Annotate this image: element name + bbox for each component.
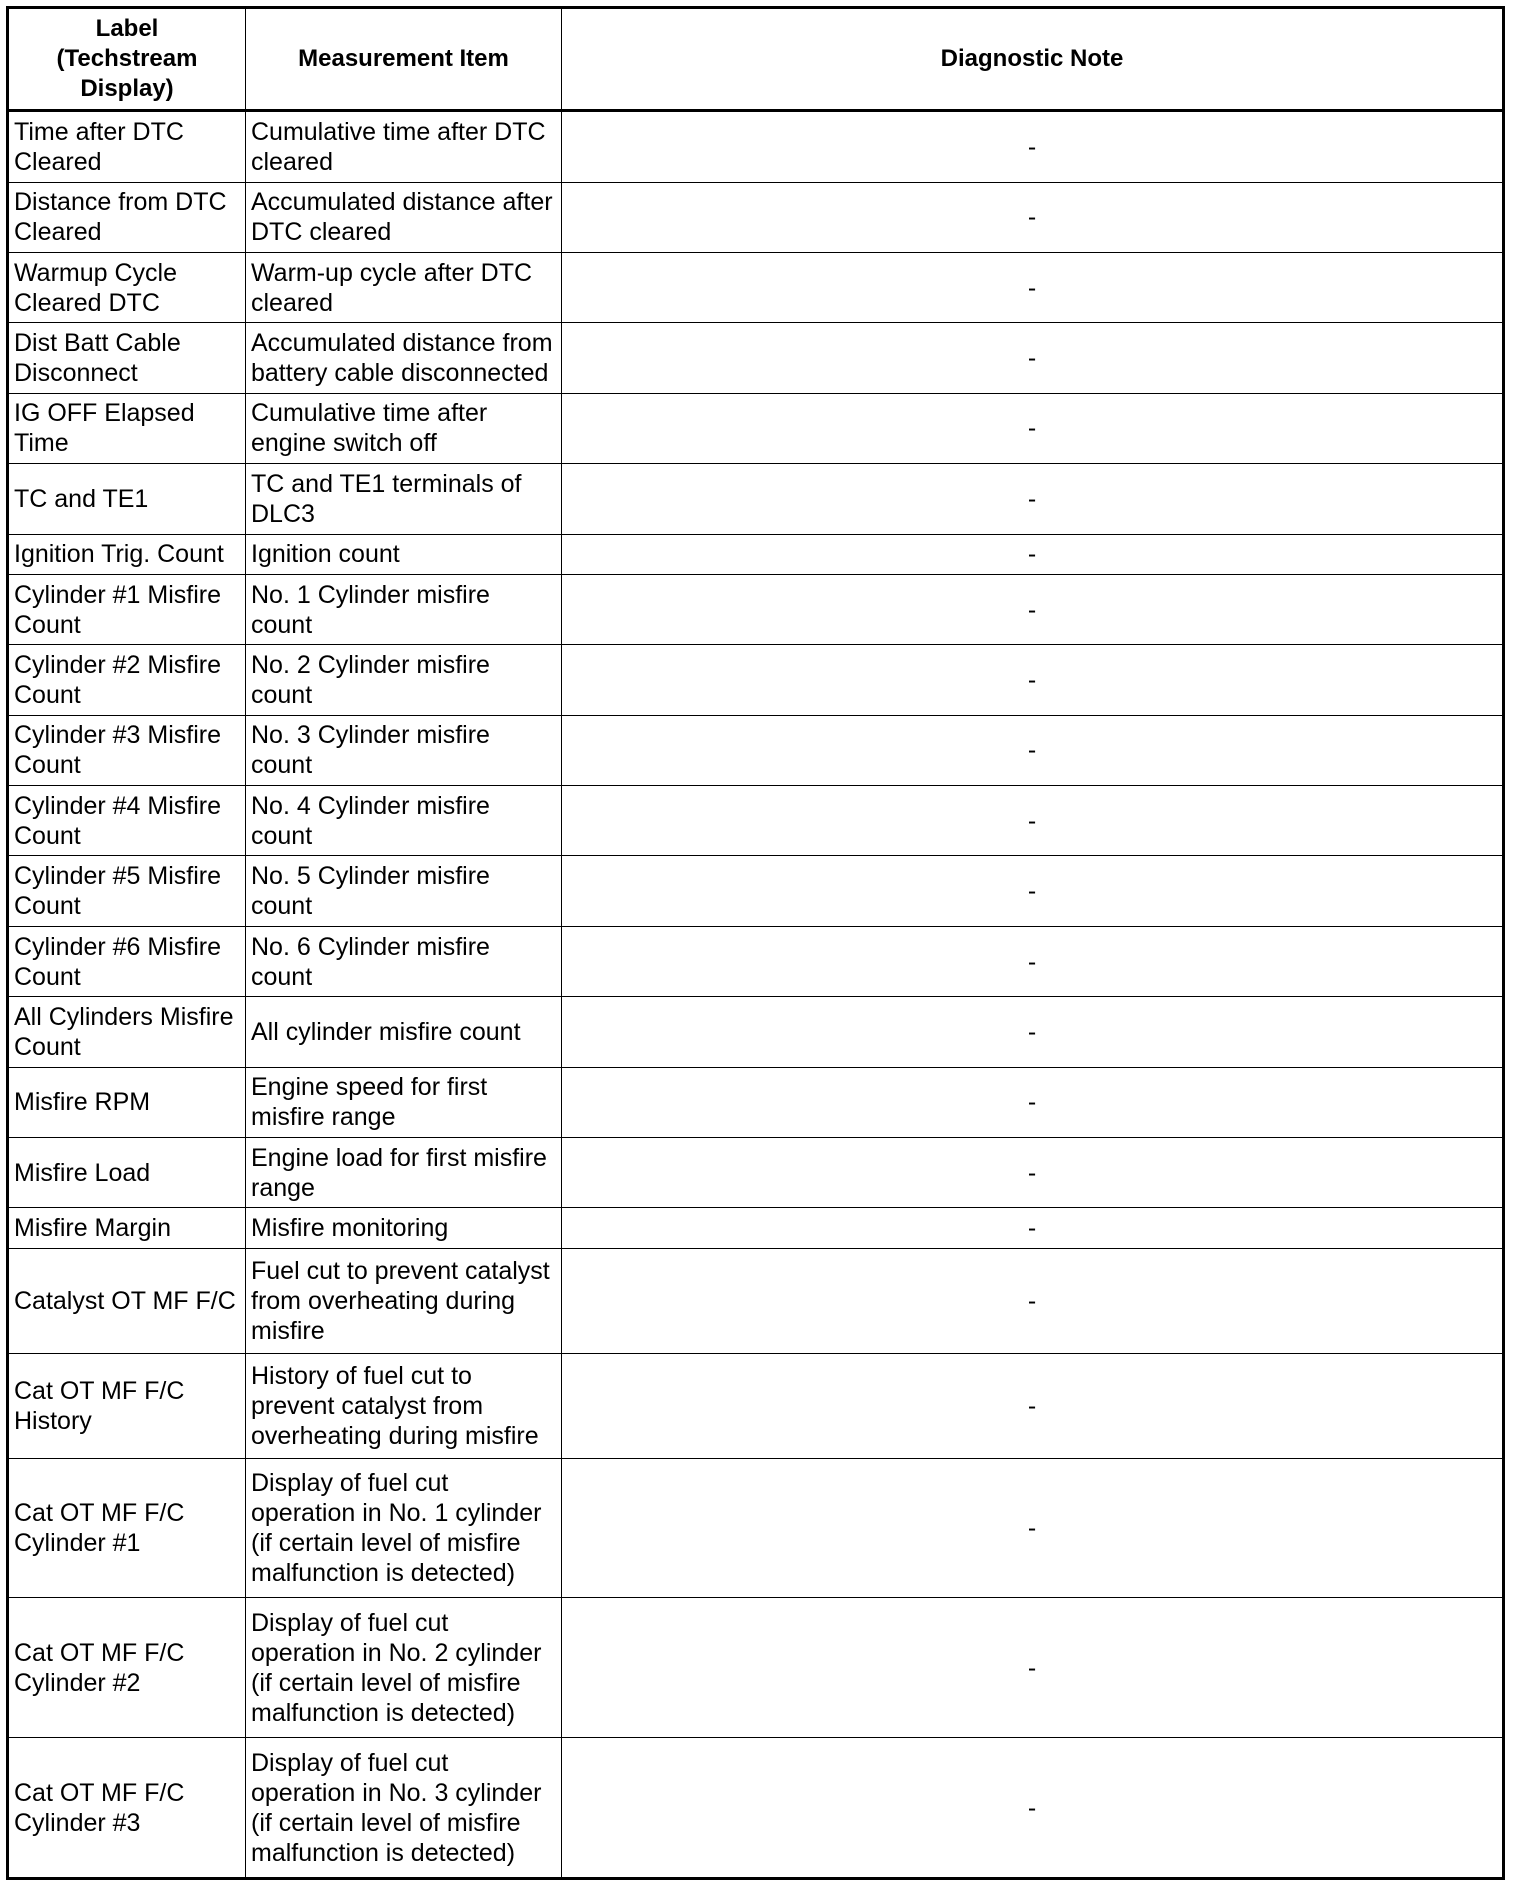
row-label: Cylinder #2 Misfire Count <box>8 645 246 715</box>
table-row <box>8 182 1504 252</box>
row-label: Misfire Margin <box>8 1208 246 1248</box>
row-label: Time after DTC Cleared <box>8 111 246 183</box>
row-measurement-item: Display of fuel cut operation in No. 3 cylinder (if certain level of misfire malfunction is detected) <box>246 1738 562 1879</box>
row-diagnostic-note: - <box>562 111 1504 183</box>
table-row <box>8 786 1504 856</box>
row-diagnostic-note: - <box>562 393 1504 463</box>
table-row <box>8 1248 1504 1353</box>
data-list-table <box>6 6 1505 1880</box>
row-diagnostic-note: - <box>562 1067 1504 1137</box>
row-label: Cat OT MF F/C Cylinder #3 <box>8 1738 246 1879</box>
row-label: Distance from DTC Cleared <box>8 182 246 252</box>
row-label: Cat OT MF F/C Cylinder #2 <box>8 1598 246 1738</box>
row-measurement-item: No. 2 Cylinder misfire count <box>246 645 562 715</box>
table-row <box>8 534 1504 574</box>
row-label: Warmup Cycle Cleared DTC <box>8 252 246 322</box>
row-diagnostic-note: - <box>562 997 1504 1067</box>
row-measurement-item: No. 3 Cylinder misfire count <box>246 715 562 785</box>
row-diagnostic-note: - <box>562 1248 1504 1353</box>
row-diagnostic-note: - <box>562 786 1504 856</box>
row-measurement-item: History of fuel cut to prevent catalyst from overheating during misfire <box>246 1353 562 1458</box>
table-row <box>8 1738 1504 1879</box>
row-diagnostic-note: - <box>562 464 1504 534</box>
row-label: Cat OT MF F/C Cylinder #1 <box>8 1458 246 1598</box>
row-measurement-item: Engine load for first misfire range <box>246 1138 562 1208</box>
header-measurement-item: Measurement Item <box>246 8 562 111</box>
table-row <box>8 1353 1504 1458</box>
row-measurement-item: Misfire monitoring <box>246 1208 562 1248</box>
row-label: Catalyst OT MF F/C <box>8 1248 246 1353</box>
row-measurement-item: Cumulative time after DTC cleared <box>246 111 562 183</box>
row-diagnostic-note: - <box>562 574 1504 644</box>
table-row <box>8 926 1504 996</box>
row-diagnostic-note: - <box>562 323 1504 393</box>
data-list-sheet <box>6 6 1502 1880</box>
table-row <box>8 1598 1504 1738</box>
row-label: Misfire RPM <box>8 1067 246 1137</box>
table-row <box>8 645 1504 715</box>
row-measurement-item: Engine speed for first misfire range <box>246 1067 562 1137</box>
row-label: Cylinder #1 Misfire Count <box>8 574 246 644</box>
row-diagnostic-note: - <box>562 1353 1504 1458</box>
row-diagnostic-note: - <box>562 1598 1504 1738</box>
row-label: Dist Batt Cable Disconnect <box>8 323 246 393</box>
table-row <box>8 715 1504 785</box>
row-diagnostic-note: - <box>562 856 1504 926</box>
row-diagnostic-note: - <box>562 1208 1504 1248</box>
row-diagnostic-note: - <box>562 252 1504 322</box>
row-diagnostic-note: - <box>562 182 1504 252</box>
row-measurement-item: Cumulative time after engine switch off <box>246 393 562 463</box>
row-label: TC and TE1 <box>8 464 246 534</box>
table-row <box>8 1138 1504 1208</box>
row-diagnostic-note: - <box>562 715 1504 785</box>
header-label: Label (Techstream Display) <box>8 8 246 111</box>
row-measurement-item: Display of fuel cut operation in No. 1 cylinder (if certain level of misfire malfunction is detected) <box>246 1458 562 1598</box>
row-measurement-item: Accumulated distance from battery cable disconnected <box>246 323 562 393</box>
row-diagnostic-note: - <box>562 926 1504 996</box>
row-label: Cylinder #6 Misfire Count <box>8 926 246 996</box>
row-measurement-item: Fuel cut to prevent catalyst from overheating during misfire <box>246 1248 562 1353</box>
table-row <box>8 856 1504 926</box>
row-diagnostic-note: - <box>562 1738 1504 1879</box>
row-measurement-item: No. 1 Cylinder misfire count <box>246 574 562 644</box>
table-row <box>8 252 1504 322</box>
table-row <box>8 997 1504 1067</box>
row-measurement-item: No. 4 Cylinder misfire count <box>246 786 562 856</box>
table-row <box>8 1458 1504 1598</box>
table-row <box>8 464 1504 534</box>
row-label: Cylinder #3 Misfire Count <box>8 715 246 785</box>
row-measurement-item: Accumulated distance after DTC cleared <box>246 182 562 252</box>
table-row <box>8 1067 1504 1137</box>
table-header-row <box>8 8 1504 111</box>
row-diagnostic-note: - <box>562 534 1504 574</box>
row-measurement-item: No. 6 Cylinder misfire count <box>246 926 562 996</box>
table-row <box>8 393 1504 463</box>
row-label: IG OFF Elapsed Time <box>8 393 246 463</box>
row-label: Cat OT MF F/C History <box>8 1353 246 1458</box>
row-label: Cylinder #4 Misfire Count <box>8 786 246 856</box>
header-diagnostic-note: Diagnostic Note <box>562 8 1504 111</box>
row-diagnostic-note: - <box>562 645 1504 715</box>
row-measurement-item: Warm-up cycle after DTC cleared <box>246 252 562 322</box>
row-measurement-item: Display of fuel cut operation in No. 2 cylinder (if certain level of misfire malfunction is detected) <box>246 1598 562 1738</box>
row-measurement-item: No. 5 Cylinder misfire count <box>246 856 562 926</box>
row-label: Ignition Trig. Count <box>8 534 246 574</box>
row-diagnostic-note: - <box>562 1138 1504 1208</box>
row-diagnostic-note: - <box>562 1458 1504 1598</box>
table-body <box>8 111 1504 1879</box>
table-row <box>8 1208 1504 1248</box>
row-measurement-item: Ignition count <box>246 534 562 574</box>
table-row <box>8 323 1504 393</box>
row-label: Cylinder #5 Misfire Count <box>8 856 246 926</box>
row-measurement-item: TC and TE1 terminals of DLC3 <box>246 464 562 534</box>
table-row <box>8 574 1504 644</box>
row-label: All Cylinders Misfire Count <box>8 997 246 1067</box>
row-label: Misfire Load <box>8 1138 246 1208</box>
row-measurement-item: All cylinder misfire count <box>246 997 562 1067</box>
table-row <box>8 111 1504 183</box>
